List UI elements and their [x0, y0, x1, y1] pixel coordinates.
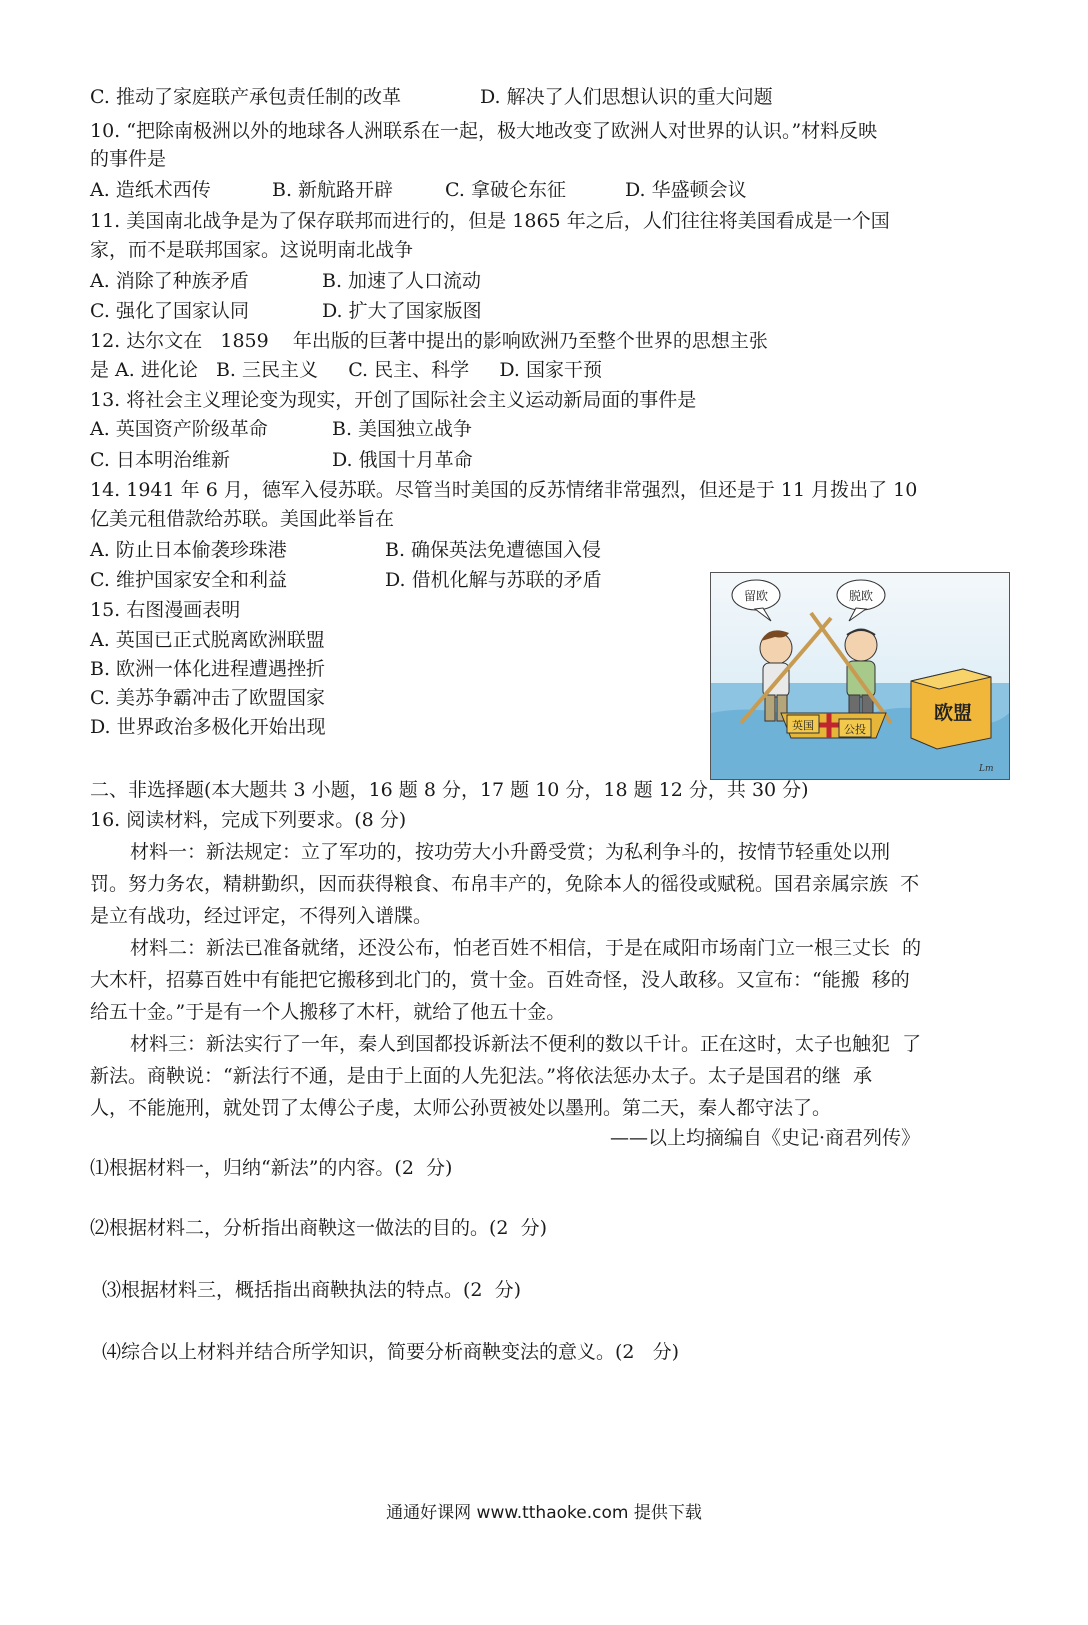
- q16-stem: 16. 阅读材料，完成下列要求。(8 分): [90, 809, 407, 831]
- flag-left-text: 英国: [792, 719, 814, 732]
- q9-option-c: C. 推动了家庭联产承包责任制的改革: [90, 86, 401, 108]
- material-3-line-1: 材料三：新法实行了一年，秦人到国都投诉新法不便利的数以千计。正在这时，太子也触犯 了: [130, 1033, 922, 1055]
- q16-part-3: ⑶根据材料三，概括指出商鞅执法的特点。(2 分): [102, 1279, 521, 1301]
- material-2-line-1: 材料二：新法已准备就绪，还没公布，怕老百姓不相信，于是在咸阳市场南门立一根三丈长 的: [130, 937, 922, 959]
- eu-box-text: 欧盟: [933, 702, 973, 724]
- q14-option-b: B. 确保英法免遭德国入侵: [385, 539, 602, 561]
- q11-option-a: A. 消除了种族矛盾: [90, 270, 249, 292]
- q10-stem-cont: 的事件是: [90, 148, 167, 170]
- q16-part-4: ⑷综合以上材料并结合所学知识，简要分析商鞅变法的意义。(2 分): [102, 1341, 680, 1363]
- material-1-line-3: 是立有战功，经过评定，不得列入谱牒。: [90, 905, 433, 927]
- q10-option-c: C. 拿破仑东征: [445, 179, 566, 201]
- q15-option-c: C. 美苏争霸冲击了欧盟国家: [90, 687, 325, 709]
- footer-credit: 通通好课网 www.tthaoke.com 提供下载: [386, 1503, 702, 1523]
- material-1-line-2: 罚。努力务农，精耕勤织，因而获得粮食、布帛丰产的，免除本人的徭役或赋税。国君亲属宗族 不: [90, 873, 920, 895]
- q13-option-c: C. 日本明治维新: [90, 449, 230, 471]
- q13-option-a: A. 英国资产阶级革命: [90, 418, 268, 440]
- q13-option-b: B. 美国独立战争: [332, 418, 473, 440]
- section-2-heading: 二、非选择题(本大题共 3 小题，16 题 8 分，17 题 10 分，18 题 12 分，共 30 分): [90, 779, 809, 801]
- q11-stem-cont: 家，而不是联邦国家。这说明南北战争: [90, 239, 414, 261]
- material-3-line-2: 新法。商鞅说：“新法行不通，是由于上面的人先犯法。”将依法惩办太子。太子是国君的继 承: [90, 1065, 873, 1087]
- bubble-left-text: 留欧: [743, 589, 769, 603]
- q10-option-b: B. 新航路开辟: [272, 179, 394, 201]
- cartoon-illustration: [711, 573, 1010, 780]
- material-2-line-3: 给五十金。”于是有一个人搬移了木杆，就给了他五十金。: [90, 1001, 566, 1023]
- q10-stem: 10. “把除南极洲以外的地球各人洲联系在一起，极大地改变了欧洲人对世界的认识。”材料反映: [90, 120, 878, 142]
- q15-stem: 15. 右图漫画表明: [90, 599, 241, 621]
- q14-stem-cont: 亿美元租借款给苏联。美国此举旨在: [90, 508, 395, 530]
- q16-part-1: ⑴根据材料一，归纳“新法”的内容。(2 分): [90, 1157, 453, 1179]
- source-citation: ——以上均摘编自《史记·商君列传》: [609, 1127, 920, 1149]
- brexit-cartoon: [710, 572, 1010, 780]
- q12-stem: 12. 达尔文在 1859 年出版的巨著中提出的影响欧洲乃至整个世界的思想主张: [90, 330, 768, 352]
- bubble-right-text: 脱欧: [848, 589, 874, 603]
- q15-option-b: B. 欧洲一体化进程遭遇挫折: [90, 658, 326, 680]
- q14-option-d: D. 借机化解与苏联的矛盾: [385, 569, 602, 591]
- q13-option-d: D. 俄国十月革命: [332, 449, 473, 471]
- q15-option-d: D. 世界政治多极化开始出现: [90, 716, 326, 738]
- q9-option-d: D. 解决了人们思想认识的重大问题: [480, 86, 773, 108]
- flag-right-text: 公投: [844, 723, 866, 736]
- q15-option-a: A. 英国已正式脱离欧洲联盟: [90, 629, 325, 651]
- q14-option-c: C. 维护国家安全和利益: [90, 569, 287, 591]
- q13-stem: 13. 将社会主义理论变为现实，开创了国际社会主义运动新局面的事件是: [90, 389, 697, 411]
- q10-option-d: D. 华盛顿会议: [625, 179, 747, 201]
- q11-option-d: D. 扩大了国家版图: [322, 300, 482, 322]
- q12-options: 是 A. 进化论 B. 三民主义 C. 民主、科学 D. 国家干预: [90, 359, 602, 381]
- material-1-line-1: 材料一：新法规定：立了军功的，按功劳大小升爵受赏；为私利争斗的，按情节轻重处以刑: [130, 841, 891, 863]
- material-3-line-3: 人，不能施刑，就处罚了太傅公子虔，太师公孙贾被处以墨刑。第二天，秦人都守法了。: [90, 1097, 832, 1119]
- q16-part-2: ⑵根据材料二，分析指出商鞅这一做法的目的。(2 分): [90, 1217, 547, 1239]
- q10-option-a: A. 造纸术西传: [90, 179, 211, 201]
- material-2-line-2: 大木杆，招募百姓中有能把它搬移到北门的，赏十金。百姓奇怪，没人敢移。又宣布：“能搬 移的: [90, 969, 910, 991]
- q14-stem: 14. 1941 年 6 月，德军入侵苏联。尽管当时美国的反苏情绪非常强烈，但还是于 11 月拨出了 10: [90, 479, 918, 501]
- q11-option-c: C. 强化了国家认同: [90, 300, 249, 322]
- q11-option-b: B. 加速了人口流动: [322, 270, 482, 292]
- q14-option-a: A. 防止日本偷袭珍珠港: [90, 539, 287, 561]
- q11-stem: 11. 美国南北战争是为了保存联邦而进行的，但是 1865 年之后，人们往往将美国看成是一个国: [90, 210, 890, 232]
- cartoon-signature: Lm: [979, 764, 994, 774]
